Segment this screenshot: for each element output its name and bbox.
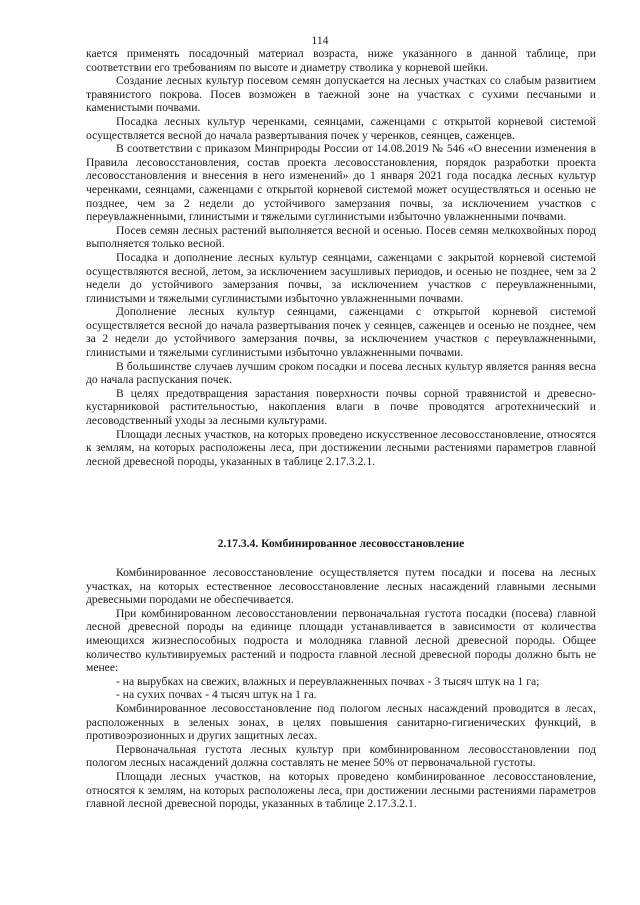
- paragraph: В целях предотвращения зарастания поверхности почвы сорной травянистой и древесно-кустарниковой растительностью, накопления влаги в почве проводятся агротехнический и лесоводственный уходы за лесными культурами.: [86, 386, 596, 428]
- paragraph: В большинстве случаев лучшим сроком посадки и посева лесных культур является ранняя весна до начала распускания почек.: [86, 359, 596, 387]
- body-text-bottom: [86, 566, 596, 811]
- paragraph: Комбинированное лесовосстановление осуществляется путем посадки и посева на лесных участках, на которых естественное лесовосстановление лесных насаждений главными лесными древесными породами не обеспечивается.: [86, 566, 596, 607]
- section-heading: 2.17.3.4. Комбинированное лесовосстановление: [217, 537, 465, 550]
- paragraph: Посадка и дополнение лесных культур сеянцами, саженцами с закрытой корневой системой осуществляются весной, летом, за исключением засушливых периодов, и осенью не позднее, чем за 2 недели до устойчивого замерзания почвы, за исключением участков с переувлажненными, глинистыми и тяжелыми суглинистыми избыточно увлажненными почвами.: [86, 250, 596, 305]
- paragraph: Площади лесных участков, на которых проведено искусственное лесовосстановление, относятся к землям, на которых расположены леса, при достижении лесными растениями параметров главной лесной древесной породы, указанных в таблице 2.17.3.2.1.: [86, 427, 596, 468]
- paragraph: При комбинированном лесовосстановлении первоначальная густота посадки (посева) главной лесной древесной породы на единице площади устанавливается в зависимости от количества имеющихся жизнеспособных подроста и молодняка главной лесной древесной породы. Общее количество культивируемых растений и подроста главной лесной древесной породы должно быть не менее:: [86, 606, 596, 675]
- paragraph: В соответствии с приказом Минприроды России от 14.08.2019 № 546 «О внесении изменения в Правила лесовосстановления, состав проекта лесовосстановления, порядок разработки проекта лесовосстановления и внесения в него изменений» до 1 января 2021 года посадка лесных культур черенками, сеянцами, саженцами с открытой корневой системой может осуществляться и осенью не позднее, чем за 2 недели до устойчивого замерзания почвы, за исключением участков с переувлажненными, глинистыми и тяжелыми суглинистыми избыточно увлажненными почвами.: [86, 142, 596, 224]
- paragraph: Создание лесных культур посевом семян допускается на лесных участках со слабым развитием травянистого покрова. Посев возможен в таежной зоне на участках с сухими песчаными и каменистыми почвами.: [86, 74, 596, 115]
- list-item: - на сухих почвах - 4 тысяч штук на 1 га.: [116, 688, 317, 702]
- paragraph: Площади лесных участков, на которых проведено комбинированное лесовосстановление, относятся к землям, на которых расположены леса, при достижении лесными растениями параметров главной лесной древесной породы, указанных в таблице 2.17.3.2.1.: [86, 769, 596, 811]
- paragraph: Первоначальная густота лесных культур при комбинированном лесовосстановлении под пологом лесных насаждений должна составлять не менее 50% от первоначальной густоты.: [86, 742, 596, 770]
- body-text-top: [86, 47, 596, 468]
- paragraph: Дополнение лесных культур сеянцами, саженцами с открытой корневой системой осуществляется весной до начала развертывания почек у сеянцев, саженцев и осенью не позднее, чем за 2 недели до устойчивого замерзания почвы, за исключением участков с переувлажненными, глинистыми и тяжелыми суглинистыми избыточно увлажненными почвами.: [86, 305, 596, 360]
- list-item: - на вырубках на свежих, влажных и переувлажненных почвах - 3 тысяч штук на 1 га;: [116, 674, 540, 688]
- page-number: 114: [311, 34, 329, 47]
- paragraph: Комбинированное лесовосстановление под пологом лесных насаждений проводится в лесах, расположенных в зеленых зонах, в целях повышения санитарно-гигиенических функций, в противоэрозионных и других защитных лесах.: [86, 701, 596, 743]
- paragraph: Посадка лесных культур черенками, сеянцами, саженцами с открытой корневой системой осуществляется весной до начала развертывания почек у черенков, сеянцев, саженцев.: [86, 114, 596, 142]
- paragraph: Посев семян лесных растений выполняется весной и осенью. Посев семян мелкохвойных пород выполняется только весной.: [86, 223, 596, 251]
- paragraph: кается применять посадочный материал возраста, ниже указанного в данной таблице, при соответствии его требованиям по высоте и диаметру стволика у корневой шейки.: [86, 47, 596, 74]
